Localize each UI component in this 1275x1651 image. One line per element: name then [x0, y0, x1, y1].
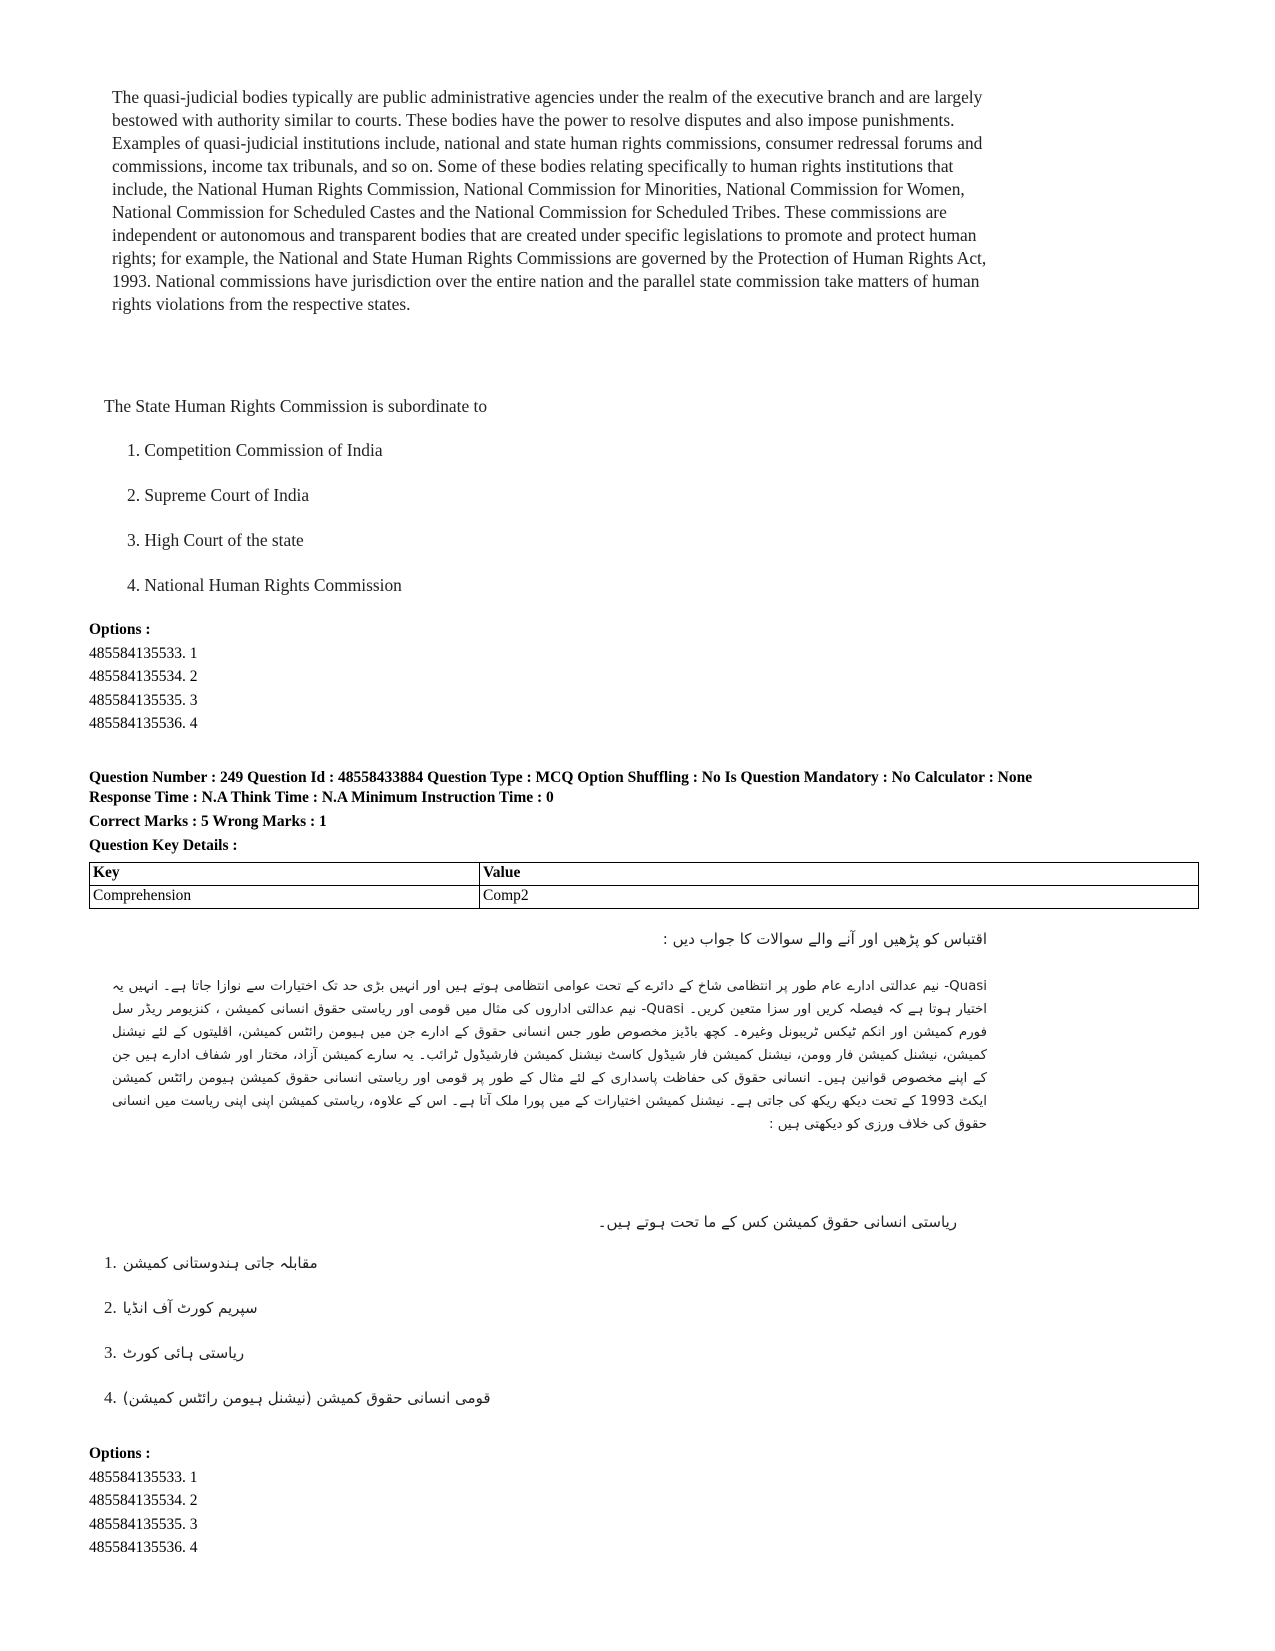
option-id-1: 485584135533. 1: [89, 1468, 198, 1486]
choice-english-4: 4. National Human Rights Commission: [127, 575, 402, 595]
choice-urdu-number: 1.: [104, 1253, 117, 1272]
urdu-question: ریاستی انسانی حقوق کمیشن کس کے ما تحت ہوتے ہیں۔: [597, 1213, 957, 1231]
choice-english-2: 2. Supreme Court of India: [127, 485, 310, 505]
table-header-key: Key: [90, 863, 480, 886]
options-title: Options :: [89, 621, 151, 638]
table-cell-key: Comprehension: [90, 886, 480, 909]
table-cell-value: Comp2: [480, 886, 1199, 909]
urdu-instruction: اقتباس کو پڑھیں اور آنے والے سوالات کا جواب دیں :: [662, 930, 987, 948]
table-header-value: Value: [480, 863, 1199, 886]
option-id-4: 485584135536. 4: [89, 715, 198, 732]
meta-line-1: Question Number : 249 Question Id : 48558433884 Question Type : MCQ Option Shuffling : No Is Question Mandatory : No Calculator : None: [89, 769, 1033, 786]
choice-urdu-text: مقابلہ جاتی ہندوستانی کمیشن: [122, 1254, 318, 1272]
table-header-row: [90, 863, 1199, 886]
choice-urdu-4: [104, 1388, 491, 1433]
options-block-1: [89, 618, 198, 736]
table-row: [90, 886, 1199, 909]
option-id-1: 485584135533. 1: [89, 644, 198, 662]
option-id-4: 485584135536. 4: [89, 1539, 198, 1556]
choice-urdu-2: [104, 1298, 491, 1343]
choice-urdu-number: 2.: [104, 1298, 117, 1317]
option-id-2: 485584135534. 2: [89, 1492, 198, 1509]
choice-urdu-3: [104, 1343, 491, 1388]
choice-urdu-text: ریاستی ہائی کورٹ: [122, 1344, 245, 1362]
question-meta: [89, 768, 1199, 856]
key-details-title: Question Key Details :: [89, 837, 238, 854]
option-id-3: 485584135535. 3: [89, 1515, 198, 1533]
question-english: The State Human Rights Commission is subordinate to: [104, 396, 488, 416]
choice-urdu-text: سپریم کورٹ آف انڈیا: [122, 1299, 258, 1317]
urdu-passage: Quasi- نیم عدالتی ادارے عام طور پر انتظامی شاخ کے دائرے کے تحت عوامی انتظامی ہوتے ہیں اور انہیں بڑی حد تک اختیارات سے نوازا جاتا ہے۔ انہیں یہ اختیار ہوتا ہے کہ فیصلہ کریں اور سزا متعین کریں۔ Quasi- نیم عدالتی اداروں کی مثال میں قومی اور ریاستی حقوق انسانی کمیشن ، کنزیومر ریڈر سل فورم کمیشن اور انکم ٹیکس ٹریبونل وغیرہ۔ کچھ باڈیز مخصوص طور جس انسانی حقوق کے ادارے جن میں ہیومن رائٹس کمیشن، اقلیتوں کے لئے نیشنل کمیشن، نیشنل کمیشن فار وومن، نیشنل کمیشن فار شیڈول کاسٹ نیشنل کمیشن فارشیڈول ٹرائب۔ یہ سارے کمیشن آزاد، مختار اور شفاف ادارے ہیں جن کے اپنے مخصوص قوانین ہیں۔ انسانی حقوق کی حفاظت پاسداری کے لئے مثال کے طور پر قومی اور ریاستی انسانی حقوق کمیشن ہیومن رائٹس کمیشن ایکٹ 1993 کے تحت دیکھ ریکھ کی جاتی ہے۔ نیشنل کمیشن اختیارات کے میں پورا ملک آتا ہے۔ اس کے علاوہ، ریاستی کمیشن اپنی اپنی ریاست میں انسانی حقوق کی خلاف ورزی کو دیکھتی ہیں :: [112, 979, 987, 1132]
meta-line-2: Response Time : N.A Think Time : N.A Minimum Instruction Time : 0: [89, 789, 554, 806]
option-id-3: 485584135535. 3: [89, 691, 198, 709]
choice-urdu-1: [104, 1253, 491, 1298]
options-title: Options :: [89, 1445, 151, 1462]
passage-english: [112, 86, 992, 316]
key-details-table: [89, 862, 1199, 909]
choice-urdu-number: 3.: [104, 1343, 117, 1362]
choice-urdu-number: 4.: [104, 1388, 117, 1407]
marks-line: Correct Marks : 5 Wrong Marks : 1: [89, 813, 327, 830]
option-id-2: 485584135534. 2: [89, 668, 198, 685]
choice-urdu-text: قومی انسانی حقوق کمیشن (نیشنل ہیومن رائٹس کمیشن): [122, 1389, 491, 1407]
passage-english-text: The quasi-judicial bodies typically are public administrative agencies under the realm of the executive branch and are largely bestowed with authority similar to courts. These bodies have the power to resolve disputes and also impose punishments. Examples of quasi-judicial institutions include, national and state human rights commissions, consumer redressal forums and commissions, income tax tribunals, and so on. Some of these bodies relating specifically to human rights institutions that include, the National Human Rights Commission, National Commission for Minorities, National Commission for Women, National Commission for Scheduled Castes and the National Commission for Scheduled Tribes. These commissions are independent or autonomous and transparent bodies that are created under specific legislations to promote and protect human rights; for example, the National and State Human Rights Commissions are governed by the Protection of Human Rights Act, 1993. National commissions have jurisdiction over the entire nation and the parallel state commission take matters of human rights violations from the respective states.: [112, 87, 987, 314]
choice-english-1: 1. Competition Commission of India: [127, 440, 383, 460]
choices-english: [127, 440, 402, 620]
options-block-2: [89, 1442, 198, 1560]
choices-urdu: [104, 1253, 491, 1433]
choice-english-3: 3. High Court of the state: [127, 530, 304, 550]
